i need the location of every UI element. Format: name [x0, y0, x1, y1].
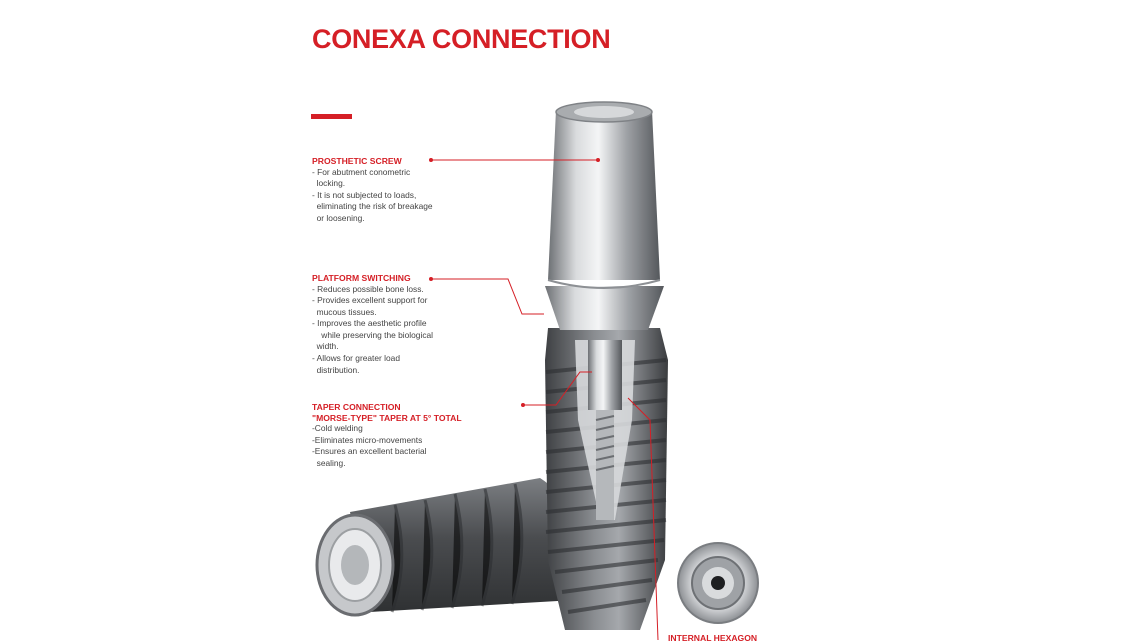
implant-lying-image	[317, 478, 575, 615]
list-item: - It is not subjected to loads,	[312, 189, 417, 200]
callout-dot	[596, 158, 600, 162]
list-item: mucous tissues.	[312, 306, 377, 317]
list-item: sealing.	[312, 457, 346, 468]
list-item: -Eliminates micro-movements	[312, 434, 423, 445]
list-item: eliminating the risk of breakage	[312, 201, 433, 212]
callout-dot	[429, 277, 433, 281]
list-item: - For abutment conometric	[312, 166, 411, 177]
internal-hexagon-label: INTERNAL HEXAGON	[668, 633, 758, 643]
section-heading: PLATFORM SWITCHING	[312, 273, 411, 283]
section-subheading: "MORSE-TYPE" TAPER AT 5° TOTAL	[312, 412, 462, 423]
list-item: - Reduces possible bone loss.	[312, 283, 424, 294]
section-heading: TAPER CONNECTION	[312, 402, 401, 412]
section-heading: PROSTHETIC SCREW	[312, 156, 402, 166]
list-item: -Cold welding	[312, 423, 363, 433]
list-item: or loosening.	[312, 212, 365, 223]
list-item: locking.	[312, 178, 346, 189]
implant-top-view-image	[678, 543, 758, 623]
list-item: width.	[312, 341, 339, 352]
list-item: distribution.	[312, 364, 360, 375]
callout-line-platform-switching	[431, 279, 544, 314]
implant-cross-section-image	[545, 102, 668, 630]
callout-dot	[521, 403, 525, 407]
list-item: - Allows for greater load	[312, 353, 400, 364]
callout-dot	[429, 158, 433, 162]
list-item: - Improves the aesthetic profile	[312, 318, 427, 329]
list-item: while preserving the biological	[312, 329, 434, 340]
list-item: - Provides excellent support for	[312, 295, 428, 306]
list-item: -Ensures an excellent bacterial	[312, 446, 427, 457]
page-title: CONEXA CONNECTION	[312, 24, 611, 54]
